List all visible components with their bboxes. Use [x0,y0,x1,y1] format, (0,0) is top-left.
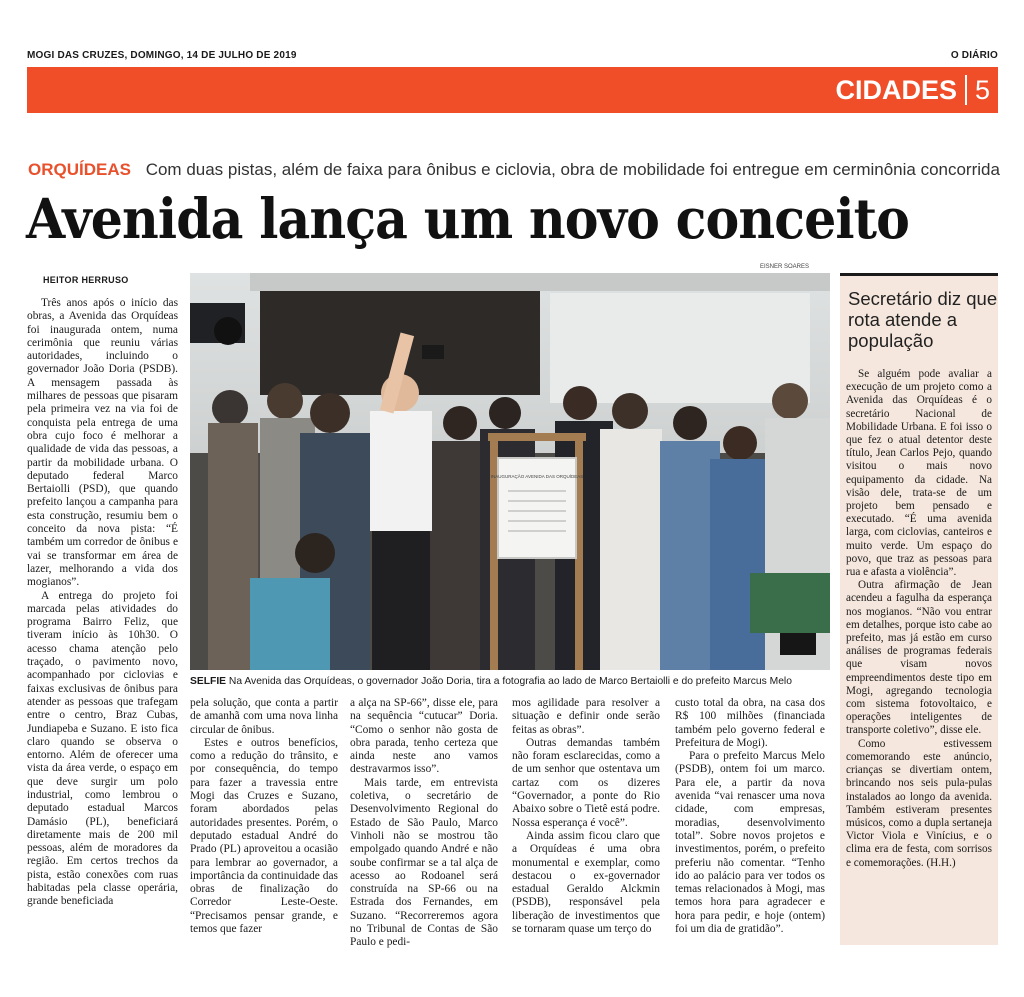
kicker [28,160,1000,180]
kicker-tag: ORQUÍDEAS [28,160,131,179]
sidebar-box [840,273,998,945]
article-paragraph: a alça na SP-66”, disse ele, para na sequência “cutucar” Doria. “Como o senhor não gosta de obra parada, tenho certeza que ainda neste ano vamos destravarmos isso”. [350,697,498,776]
article-paragraph: Mais tarde, em entrevista coletiva, o secretário de Desenvolvimento Regional do Estado de São Paulo, Marco Vinholi não se mostrou tão empolgado quando André e não soube confirmar se a tal alça de acesso ao Rodoanel será construída na SP-66 ou na Estrada dos Fernandes, em Suzano. “Recorreremos agora no Tribunal de Contas de São Paulo e pedi- [350,776,498,949]
article-paragraph: mos agilidade para resolver a situação e definir onde serão feitas as obras”. [512,697,660,736]
section-label [835,73,990,107]
photo-credit: EISNER SOARES [760,264,810,270]
article-paragraph: custo total da obra, na casa dos R$ 100 milhões (financiada também pelo governo federal e Prefeitura de Mogi). [675,697,825,749]
byline: HEITOR HERRUSO [43,275,129,285]
article-column-5 [675,697,825,936]
caption-label: SELFIE [190,676,227,687]
article-paragraph: A entrega do projeto foi marcada pelas atividades do programa Bairro Feliz, que tiveram início às 10h30. O acesso chama atenção pelo traçado, o pavimento novo, acompanhado por ciclovias e faixas exclusivas de ônibus para atender as pessoas que trafegam entre o centro, Braz Cubas, Jundiapeba e Suzano. E isto fica claro quando se observa o entorno. Além de oferecer uma vista da área verde, o espaço em que deve surgir um polo industrial, como lembrou o deputado estadual Marcos Damásio (PL), beneficiará diretamente mais de 200 mil pessoas, além de moradores da região. Em certos trechos da pista, estão conexões com ruas habitadas pela classe operária, grande beneficiada [27,589,178,908]
photo-illustration [190,273,830,670]
date-line: MOGI DAS CRUZES, DOMINGO, 14 DE JULHO DE 2019 [27,50,297,61]
sidebar-paragraph: Outra afirmação de Jean acendeu a fagulha da esperança nos mogianos. “Não vou entrar em detalhes, porque isto cabe ao prefeito, mas já estão em curso análises de programas federais que visam novos empreendimentos deste tipo em Mogi, agregando tecnologia com sistema fotovoltaico, e operações inteligentes de transporte coletivo”, disse ele. [846,579,992,737]
photo-caption [190,675,830,688]
article-paragraph: Para o prefeito Marcus Melo (PSDB), ontem foi um marco. Para ele, a partir da nova avenida “vai renascer uma nova cidade, com empresas, moradias, desenvolvimento total”. Sobre novos projetos e investimentos, porém, o prefeito preferiu não comentar. “Tenho ido ao palácio para ver todos os temas relacionados à Mogi, mas temos hora para agradecer e hora para pedir, e hoje (ontem) foi um dia de gratidão”. [675,750,825,936]
section-divider [965,75,967,105]
article-paragraph: Ainda assim ficou claro que a Orquídeas é uma obra monumental e exemplar, como destacou o ex-governador estadual Geraldo Alckmin (PSDB), responsável pela liberação de investimentos que se tornaram quase um terço do [512,829,660,936]
inauguration-plaque [498,458,576,558]
article-column-1 [27,297,178,909]
caption-text: Na Avenida das Orquídeas, o governador João Doria, tira a fotografia ao lado de Marco Bertaiolli e do prefeito Marcus Melo [228,676,792,687]
sidebar-text [846,368,992,870]
newspaper-name: O DIÁRIO [950,50,998,61]
plaque-text: INAUGURAÇÃO AVENIDA DAS ORQUÍDEAS [490,474,584,479]
article-paragraph: Outras demandas também não foram esclarecidas, como a de um senhor que ostentava um cartaz com os dizeres “Governador, a ponte do Rio Abaixo sobre o Tietê está podre. Nossa esperança é você”. [512,736,660,829]
news-photo [190,273,830,670]
article-paragraph: Estes e outros benefícios, como a redução do trânsito, e por consequência, do tempo para fazer a travessia entre Mogi das Cruzes e Suzano, foram abordados pelas autoridades presentes. Porém, o deputado estadual André do Prado (PL) aproveitou a ocasião para lembrar ao governador, a importância da continuidade das obras de finalização do Corredor Leste-Oeste. “Precisamos pensar grande, e temos que fazer [190,736,338,936]
headline: Avenida lança um novo conceito [26,186,909,251]
sidebar-title: Secretário diz que rota atende a população [848,288,998,351]
sidebar-paragraph: Como estivessem comemorando este anúncio, crianças se divertiam ontem, brincando nos seis pula-pulas instalados ao longo da avenida. Também estiveram presentes músicos, como a dupla sertaneja Victor Viola e Vinícius, e o clima era de festa, com sorrisos e comemorações. (H.H.) [846,737,992,869]
article-column-3 [350,697,498,950]
article-column-4 [512,697,660,936]
article-paragraph: Três anos após o início das obras, a Avenida das Orquídeas foi inaugurada ontem, numa cerimônia que reuniu várias autoridades, incluindo o governador João Doria (PSDB). A mensagem passada às milhares de pessoas que pisaram pela primeira vez na via foi de conquista pela entrega de uma obra cujo foco é melhorar a qualidade de vida das pessoas, a partir da mobilidade urbana. O deputado federal Marco Bertaiolli (PSD), que quando prefeito lançou a campanha para esta construção, resumiu bem o conceito da nova pista: “É também um corredor de ônibus e vai se transformar em área de lazer, melhorando a vida dos mogianos”. [27,297,178,589]
sidebar-paragraph: Se alguém pode avaliar a execução de um projeto como a Avenida das Orquídeas é o secretário Nacional de Mobilidade Urbana. E foi isso o que fez o atual detentor deste título, Jean Carlos Pejo, quando visitou o mais novo equipamento da cidade. Na visão dele, trata-se de um projeto bem pensado e executado. “É uma avenida larga, com ciclovias, canteiros e muito verde. Um espaço do povo, que traz as pessoas para rua e afasta a violência”. [846,368,992,579]
section-bar [27,67,998,113]
masthead [27,50,998,64]
section-name: CIDADES [835,74,957,105]
kicker-text: Com duas pistas, além de faixa para ônibus e ciclovia, obra de mobilidade foi entregue em cerminônia concorrida [145,160,1000,179]
article-paragraph: pela solução, que conta a partir de amanhã com uma nova linha circular de ônibus. [190,697,338,736]
article-column-2 [190,697,338,936]
page-number: 5 [974,74,990,105]
sidebar-rule [840,273,998,276]
